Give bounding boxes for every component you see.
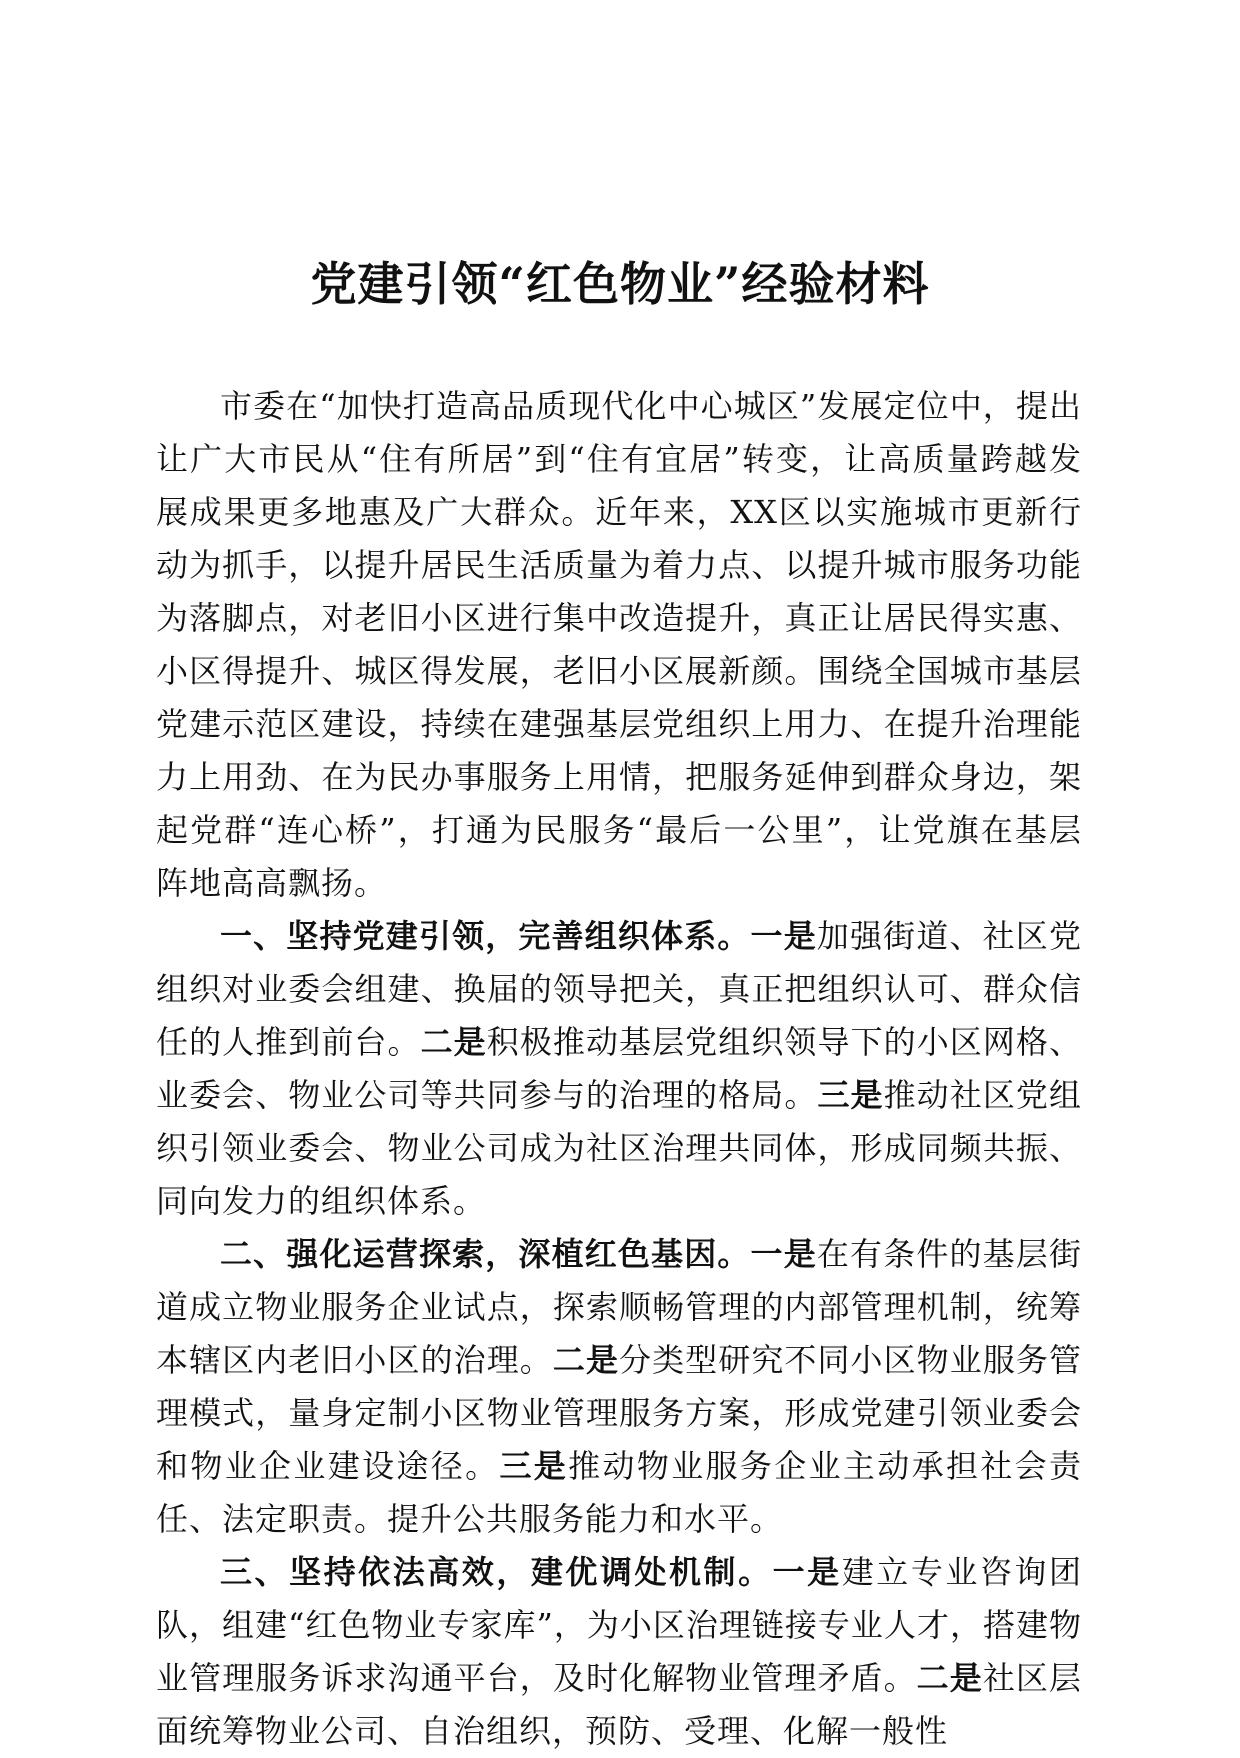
section-3-lead-2: 二是 [916,1659,983,1697]
document-body [156,380,1082,1758]
section-2-text-3: 推动物业服务企业主动承担社会责任、法定职责。提升公共服务能力和水平。 [156,1447,1082,1538]
section-2-lead-2: 二是 [552,1341,620,1379]
section-1-paragraph [156,910,1082,1228]
section-2-lead-3: 三是 [499,1447,569,1485]
section-2-lead-1: 一是 [750,1235,817,1273]
section-1-lead-1: 一是 [750,917,817,955]
document-title: 党建引领“红色物业”经验材料 [310,257,930,311]
section-2-paragraph [156,1228,1082,1546]
section-1-text-1: 加强街道、社区党组织对业委会组建、换届的领导把关，真正把组织认可、群众信任的人推到前台。 [156,917,1082,1061]
section-3-paragraph [156,1546,1082,1758]
section-1-heading: 一、坚持党建引领，完善组织体系。 [220,917,751,955]
section-2-text-1: 在有条件的基层街道成立物业服务企业试点，探索顺畅管理的内部管理机制，统筹本辖区内老旧小区的治理。 [156,1235,1082,1379]
section-1-text-3: 推动社区党组织引领业委会、物业公司成为社区治理共同体，形成同频共振、同向发力的组织体系。 [156,1076,1082,1220]
section-2-heading: 二、强化运营探索，深植红色基因。 [220,1235,751,1273]
section-1-lead-3: 三是 [817,1076,884,1114]
section-2-text-2: 分类型研究不同小区物业服务管理模式，量身定制小区物业管理服务方案，形成党建引领业委会和物业企业建设途径。 [156,1341,1082,1485]
section-1-lead-2: 二是 [420,1023,487,1061]
intro-paragraph: 市委在“加快打造高品质现代化中心城区”发展定位中，提出让广大市民从“住有所居”到“住有宜居”转变，让高质量跨越发展成果更多地惠及广大群众。近年来，XX区以实施城市更新行动为抓手，以提升居民生活质量为着力点、以提升城市服务功能为落脚点，对老旧小区进行集中改造提升，真正让居民得实惠、小区得提升、城区得发展，老旧小区展新颜。围绕全国城市基层党建示范区建设，持续在建强基层党组织上用力、在提升治理能力上用劲、在为民办事服务上用情，把服务延伸到群众身边，架起党群“连心桥”，打通为民服务“最后一公里”，让党旗在基层阵地高高飘扬。 [156,387,1082,902]
section-1-text-2: 积极推动基层党组织领导下的小区网格、业委会、物业公司等共同参与的治理的格局。 [156,1023,1082,1114]
section-3-lead-1: 一是 [772,1553,842,1591]
section-3-text-2: 社区层面统筹物业公司、自治组织，预防、受理、化解一般性 [156,1659,1082,1750]
section-3-heading: 三、坚持依法高效，建优调处机制。 [220,1553,773,1591]
section-3-text-1: 建立专业咨询团队，组建“红色物业专家库”，为小区治理链接专业人才，搭建物业管理服务诉求沟通平台，及时化解物业管理矛盾。 [156,1553,1082,1697]
